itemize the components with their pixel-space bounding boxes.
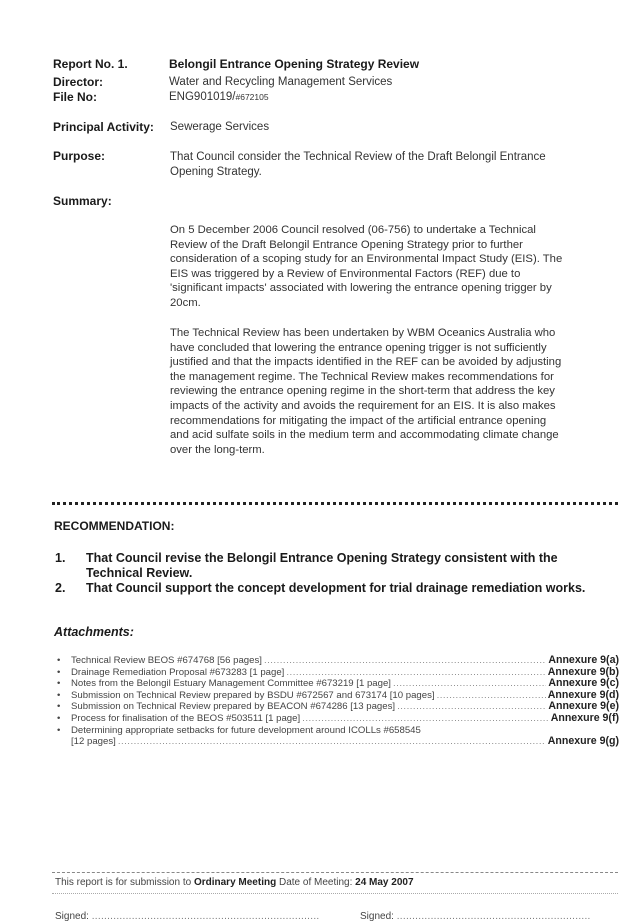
text-line: On 5 December 2006 Council resolved (06-756) to undertake a Technical: [170, 224, 536, 236]
purpose-text: [170, 150, 546, 179]
text-line: reviewing the entrance opening regime in the short-term that address the key: [170, 385, 555, 398]
text-line: and acid sulfate soils in the medium term and accommodating climate change: [170, 429, 559, 442]
leader-dots: [264, 655, 546, 667]
footer-divider-2: [52, 893, 618, 894]
recommendation-heading: RECOMMENDATION:: [54, 519, 175, 533]
bullet-icon: •: [57, 655, 61, 666]
text-line: over the long-term.: [170, 443, 265, 456]
bullet-icon: •: [57, 678, 61, 690]
bullet-icon: •: [57, 712, 61, 724]
annexure-label: Annexure 9(a): [548, 654, 619, 666]
attachment-item[interactable]: [57, 701, 619, 713]
annexure-label: Annexure 9(g): [547, 735, 619, 748]
text-line: 'significant impacts' associated with lowering the entrance opening trigger by: [170, 282, 552, 295]
attachment-item[interactable]: [57, 713, 619, 725]
file-no-label: File No:: [53, 90, 97, 104]
summary-label: Summary:: [53, 194, 112, 208]
leader-dots: [118, 736, 546, 748]
attachment-item[interactable]: [57, 667, 619, 679]
bullet-icon: •: [57, 666, 61, 678]
text-line: The Technical Review has been undertaken by WBM Oceanics Australia who: [170, 327, 556, 339]
signed-label: Signed:: [360, 911, 394, 922]
attachment-item[interactable]: [57, 690, 619, 702]
meeting-type: Ordinary Meeting: [193, 877, 277, 888]
annexure-label: Annexure 9(e): [548, 700, 619, 713]
submission-note: [55, 877, 414, 888]
annexure-label: Annexure 9(c): [548, 677, 619, 690]
bullet-icon: •: [57, 701, 61, 713]
file-ref: #672105: [235, 92, 269, 102]
signature-line: ...............................................................: [396, 911, 591, 922]
text-line: Review of the Draft Belongil Entrance Opening Strategy prior to further: [170, 238, 523, 251]
leader-dots: [302, 713, 549, 725]
director-value: Water and Recycling Management Services: [169, 76, 393, 88]
text-line: recommendations for mitigating the impact of the artificial entrance opening: [170, 414, 547, 427]
submission-prefix: This report is for submission to: [55, 877, 192, 888]
footer-divider: [52, 872, 618, 873]
annexure-label: Annexure 9(b): [547, 665, 619, 678]
attachment-title: Submission on Technical Review prepared by BEACON #674286 [13 pages]: [71, 701, 396, 713]
attachment-title: Drainage Remediation Proposal #673283 [1 page]: [71, 666, 285, 678]
text-line: justified and that the impacts identified in the REF can be avoided by adjusting: [170, 356, 562, 369]
file-number: ENG901019/: [169, 91, 236, 103]
text-line: have concluded that lowering the entrance opening trigger is not sufficiently: [170, 341, 547, 354]
attachment-item-continued[interactable]: [57, 736, 619, 748]
signature-field-1[interactable]: [55, 911, 320, 922]
signed-label: Signed:: [55, 911, 89, 922]
text-line: impacts of the activity and avoids the requirement for an EIS. It is also makes: [170, 399, 556, 412]
recommendation-line: That Council support the concept development for trial drainage remediation works.: [86, 581, 586, 595]
meeting-date: 24 May 2007: [355, 877, 414, 888]
text-line: the management regime. The Technical Review makes recommendations for: [170, 370, 554, 383]
signature-field-2[interactable]: [360, 911, 591, 922]
section-divider: [52, 502, 618, 505]
bullet-icon: •: [57, 724, 61, 736]
principal-activity-value: Sewerage Services: [170, 121, 270, 133]
annexure-label: Annexure 9(f): [550, 711, 619, 724]
bullet-icon: •: [57, 689, 61, 701]
text-line: consideration of a scoping study for an Environmental Impact Study (EIS). The: [170, 253, 563, 266]
signature-line: ..........................................................................: [91, 911, 320, 922]
meeting-date-label: Date of Meeting:: [278, 877, 353, 888]
recommendation-number: 2.: [55, 581, 66, 595]
attachment-item[interactable]: [57, 655, 619, 667]
recommendation-line: Technical Review.: [86, 566, 193, 580]
attachment-title: Submission on Technical Review prepared by BSDU #672567 and 673174 [10 pages]: [71, 689, 435, 701]
attachments-list: [57, 655, 619, 748]
attachments-heading: Attachments:: [54, 625, 134, 639]
recommendation-number: 1.: [55, 551, 66, 565]
recommendation-line: That Council revise the Belongil Entrance Opening Strategy consistent with the: [86, 551, 558, 565]
director-label: Director:: [53, 75, 104, 89]
leader-dots: [393, 678, 546, 690]
leader-dots: [437, 690, 546, 702]
text-line: EIS was triggered by a Review of Environmental Factors (REF) due to: [170, 267, 521, 280]
purpose-line: That Council consider the Technical Review of the Draft Belongil Entrance: [170, 151, 546, 163]
attachment-title: Notes from the Belongil Estuary Management Committee #673219 [1 page]: [71, 678, 391, 690]
attachment-title: [12 pages]: [71, 736, 116, 748]
report-title: Belongil Entrance Opening Strategy Review: [169, 57, 420, 71]
attachment-title: Technical Review BEOS #674768 [56 pages]: [71, 655, 262, 666]
leader-dots: [286, 667, 545, 679]
summary-paragraph-1: [170, 223, 618, 311]
attachment-item[interactable]: [57, 678, 619, 690]
purpose-label: Purpose:: [53, 149, 106, 163]
attachment-title: Determining appropriate setbacks for future development around ICOLLs #658545: [71, 724, 421, 736]
attachment-title: Process for finalisation of the BEOS #503511 [1 page]: [71, 712, 301, 724]
attachment-item[interactable]: [57, 725, 619, 737]
annexure-label: Annexure 9(d): [547, 688, 619, 701]
purpose-line: Opening Strategy.: [170, 165, 262, 178]
file-no-value: [169, 91, 269, 103]
report-number: Report No. 1.: [53, 57, 128, 71]
summary-paragraph-2: [170, 326, 618, 457]
leader-dots: [397, 701, 546, 713]
text-line: 20cm.: [170, 296, 201, 309]
principal-activity-label: Principal Activity:: [53, 120, 154, 134]
